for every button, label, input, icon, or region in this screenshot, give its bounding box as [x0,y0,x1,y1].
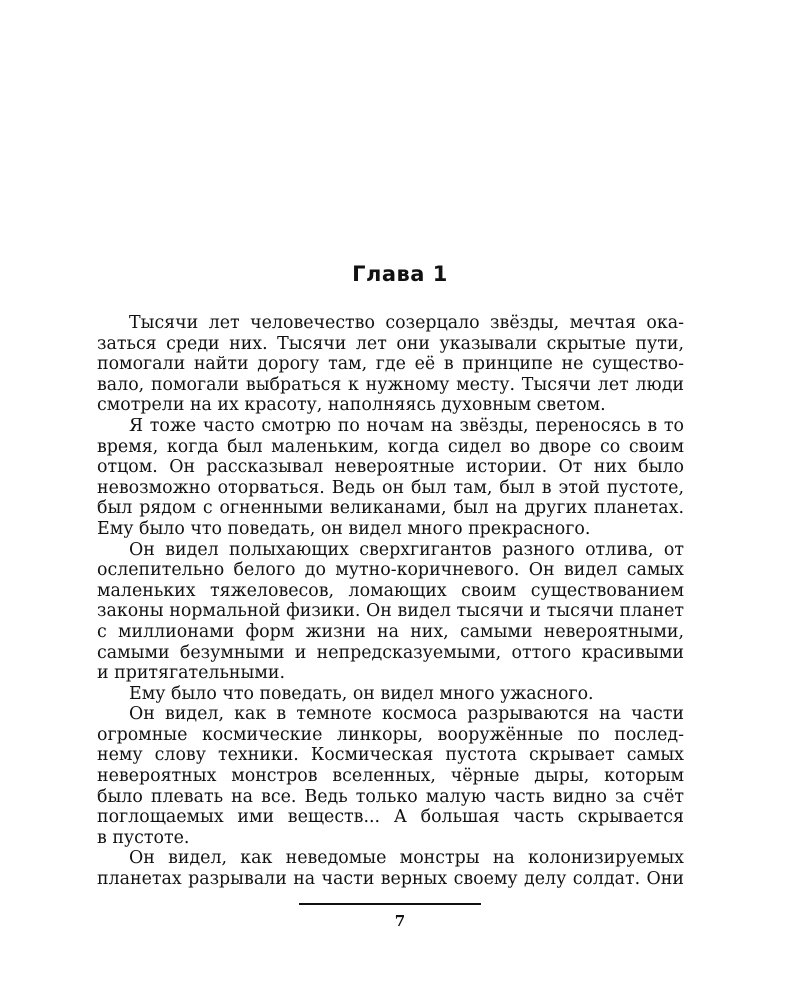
footer-divider [299,903,481,905]
paragraph-1-line-1: Тысячи лет человечество созерцало звёзды, мечтая ока- [129,313,684,333]
paragraph-5-line-6: поглощаемых ими веществ... А большая часть скрывается [97,807,684,828]
paragraph-6-line-1: Он видел, как неведомые монстры на колонизируемых [129,848,684,869]
paragraph-2-line-3: отцом. Он рассказывал невероятные истории. От них было [97,457,684,478]
paragraph-2-line-4: невозможно оторваться. Ведь он был там, был в этой пустоте, [97,477,684,498]
paragraph-3-line-3: маленьких тяжеловесов, ломающих своим существованием [97,580,684,601]
body-text [97,313,684,890]
paragraph-2-line-2: время, когда был маленьким, когда сидел во дворе со своим [97,436,684,457]
paragraph-1-line-3: помогали найти дорогу там, где её в принципе не существо- [97,354,684,375]
paragraph-5-line-5: было плевать на все. Ведь только малую часть видно за счёт [97,786,684,807]
paragraph-1-line-2: заться среди них. Тысячи лет они указывали скрытые пути, [97,333,684,354]
paragraph-5-line-2: огромные космические линкоры, вооружённые по послед- [97,724,684,745]
paragraph-6-line-2: планетах разрывали на части верных своему делу солдат. Они [97,869,684,890]
paragraph-4-line-1: Ему было что поведать, он видел много ужасного. [129,683,594,704]
paragraph-2-line-1: Я тоже часто смотрю по ночам на звёзды, переносясь в то [129,415,684,436]
paragraph-5-line-4: невероятных монстров вселенных, чёрные дыры, которым [97,766,684,787]
paragraph-2-line-6: Ему было что поведать, он видел много прекрасного. [97,518,591,539]
paragraph-5-line-1: Он видел, как в темноте космоса разрываются на части [129,704,684,725]
paragraph-3-line-5: с миллионами форм жизни на них, самыми невероятными, [97,621,684,642]
chapter-title: Глава 1 [352,262,448,286]
paragraph-3-line-6: самыми безумными и непредсказуемыми, оттого красивыми [97,642,684,663]
paragraph-1-line-5: смотрели на их красоту, наполняясь духовным светом. [97,395,606,416]
paragraph-3-line-2: ослепительно белого до мутно-коричневого. Он видел самых [97,560,684,581]
paragraph-5-line-3: нему слову техники. Космическая пустота скрывает самых [97,745,684,766]
paragraph-2-line-5: был рядом с огненными великанами, был на других планетах. [97,498,684,519]
page-number: 7 [394,912,406,930]
paragraph-5-line-7: в пустоте. [97,827,190,848]
paragraph-3-line-1: Он видел полыхающих сверхгигантов разного отлива, от [129,539,684,560]
paragraph-3-line-4: законы нормальной физики. Он видел тысячи и тысячи планет [97,601,684,622]
paragraph-3-line-7: и притягательными. [97,663,286,684]
paragraph-1-line-4: вало, помогали выбраться к нужному месту. Тысячи лет люди [97,374,684,395]
